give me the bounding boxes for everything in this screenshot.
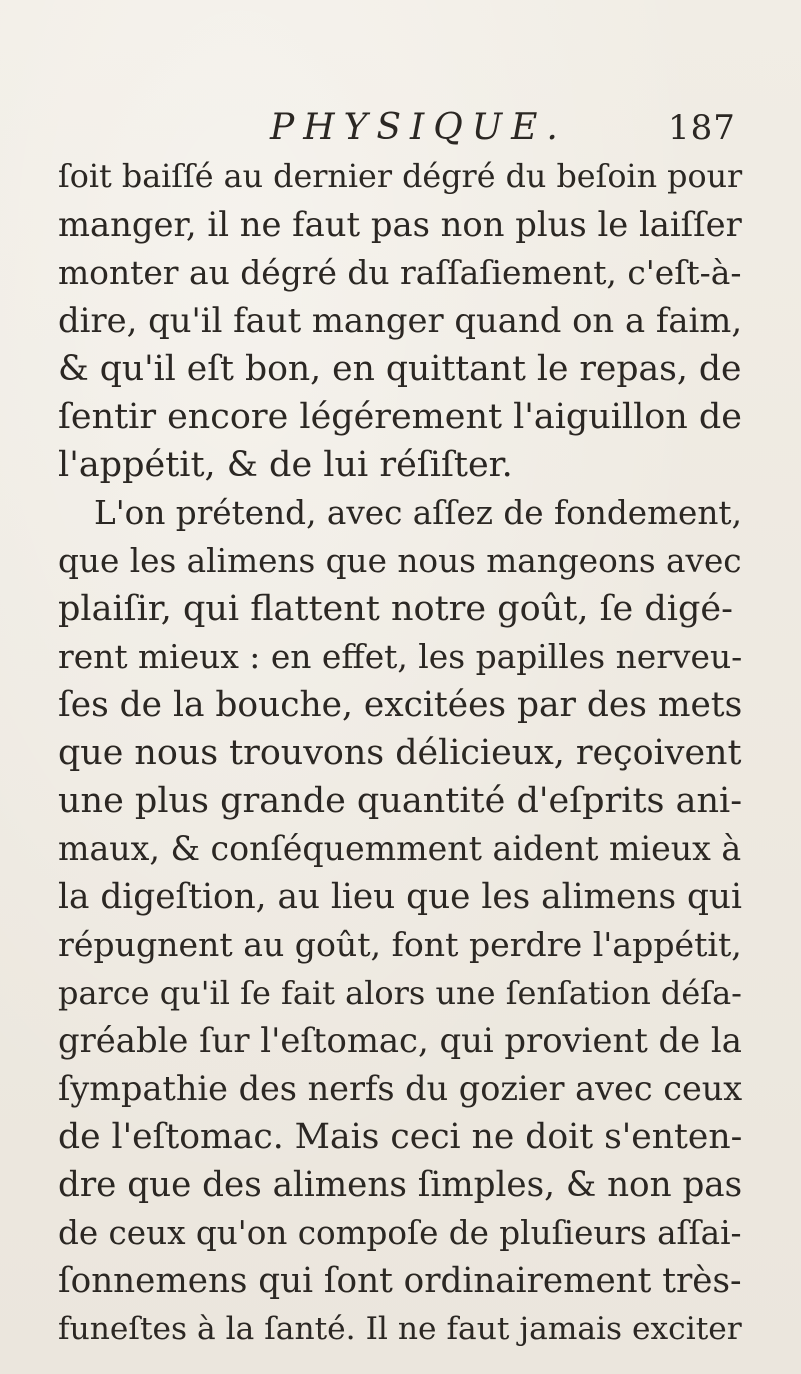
text-line: gréable ſur l'eſtomac, qui provient de la — [58, 1021, 742, 1060]
text-line: maux, & conſéquemment aident mieux à — [58, 829, 742, 868]
text-line: répugnent au goût, font perdre l'appétit, — [58, 925, 742, 964]
text-line: dire, qu'il faut manger quand on a faim, — [58, 301, 743, 340]
text-line: la digeſtion, au lieu que les alimens qui — [58, 877, 742, 917]
text-line: ſonnemens qui ſont ordinairement très- — [58, 1261, 742, 1301]
text-line: que nous trouvons délicieux, reçoivent — [58, 733, 742, 773]
text-line: ſentir encore légérement l'aiguillon de — [58, 397, 742, 437]
text-line: monter au dégré du raſſaſiement, c'eſt-à- — [58, 253, 742, 292]
text-line: & qu'il eſt bon, en quittant le repas, de — [58, 349, 742, 389]
text-line: dre que des alimens ſimples, & non pas — [58, 1165, 743, 1205]
page-header — [0, 105, 801, 151]
text-line: que les alimens que nous mangeons avec — [58, 542, 742, 580]
text-line: plaiſir, qui flattent notre goût, ſe digé- — [58, 589, 733, 629]
text-line: ſes de la bouche, excitées par des mets — [58, 685, 743, 725]
text-line: funeſtes à la ſanté. Il ne faut jamais exciter — [58, 1311, 742, 1347]
text-line: manger, il ne faut pas non plus le laiſſer — [58, 205, 742, 244]
page-number: 187 — [668, 108, 736, 148]
running-title: PHYSIQUE. — [270, 107, 567, 148]
text-line: de l'eſtomac. Mais ceci ne doit s'enten- — [58, 1117, 743, 1157]
text-line: rent mieux : en effet, les papilles nerveu- — [58, 637, 743, 676]
text-line: l'appétit, & de lui réſiſter. — [58, 445, 513, 485]
text-line: une plus grande quantité d'eſprits ani- — [58, 781, 743, 821]
text-line: de ceux qu'on compoſe de pluſieurs aſſai- — [58, 1214, 742, 1252]
text-line: ſympathie des nerfs du gozier avec ceux — [58, 1069, 743, 1108]
text-line: parce qu'il ſe fait alors une ſenſation déſa- — [58, 974, 742, 1012]
text-line: ſoit baiſſé au dernier dégré du beſoin pour — [58, 159, 743, 195]
paragraph-first-line: L'on prétend, avec aſſez de fondement, — [94, 494, 742, 532]
